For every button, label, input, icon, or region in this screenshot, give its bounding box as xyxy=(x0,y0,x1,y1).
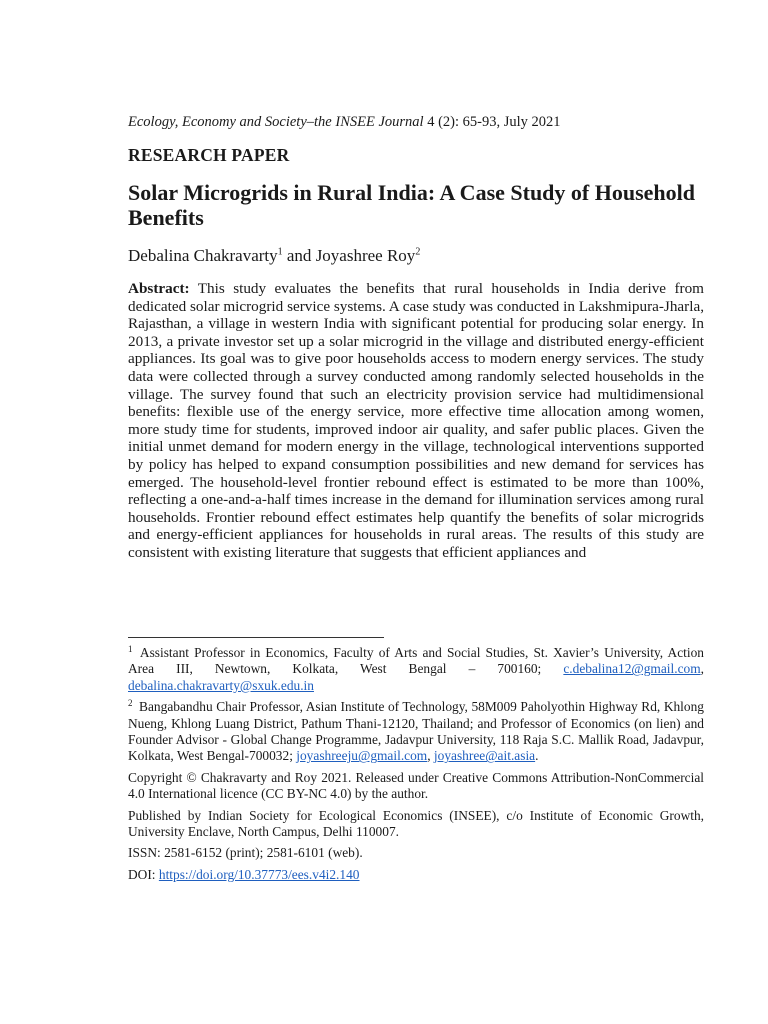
doi-label: DOI: xyxy=(128,866,159,882)
author-2-name: Joyashree Roy xyxy=(315,246,416,265)
publisher-notice: Published by Indian Society for Ecological Economics (INSEE), c/o Institute of Economic Growth, University Enclave, North Campus, Delhi 110007. xyxy=(128,807,704,840)
paper-title: Solar Microgrids in Rural India: A Case Study of Household Benefits xyxy=(128,180,696,230)
footnote-2-mark: 2 xyxy=(128,697,133,708)
footnote-divider xyxy=(128,637,384,638)
footnote-2-separator: , xyxy=(427,748,434,764)
footnote-1-separator: , xyxy=(700,661,704,677)
journal-volume-issue: 4 (2): 65-93, July 2021 xyxy=(423,114,561,130)
footnote-2-end: . xyxy=(535,748,539,764)
journal-name: Ecology, Economy and Society–the INSEE Journal xyxy=(128,114,424,130)
author-connector: and xyxy=(282,246,316,265)
footnote-1-mark: 1 xyxy=(128,643,133,654)
footnote-1-text: Assistant Professor in Economics, Faculty of Arts and Social Studies, St. Xavier’s University, Action Area III, Newtown, Kolkata, West Bengal – 700160; xyxy=(128,645,704,677)
footnote-2 xyxy=(128,699,704,765)
author-2-email-link-2[interactable]: joyashree@ait.asia xyxy=(433,748,536,764)
journal-citation xyxy=(128,113,708,131)
doi-line xyxy=(128,867,704,883)
author-1-email-link-1[interactable]: c.debalina12@gmail.com xyxy=(563,661,701,677)
paper-type-label: RESEARCH PAPER xyxy=(128,145,290,165)
abstract-label: Abstract: xyxy=(128,280,190,297)
author-line xyxy=(128,245,420,267)
author-2-email-link-1[interactable]: joyashreeju@gmail.com xyxy=(296,748,428,764)
author-2-footnote-mark[interactable]: 2 xyxy=(415,246,421,258)
author-1-footnote-mark[interactable]: 1 xyxy=(277,246,283,258)
doi-link[interactable]: https://doi.org/10.37773/ees.v4i2.140 xyxy=(158,866,360,882)
author-1-email-link-2[interactable]: debalina.chakravarty@sxuk.edu.in xyxy=(128,677,314,693)
copyright-notice: Copyright © Chakravarty and Roy 2021. Released under Creative Commons Attribution-NonCommercial 4.0 International licence (CC BY-NC 4.0) by the author. xyxy=(128,769,704,802)
issn-line: ISSN: 2581-6152 (print); 2581-6101 (web). xyxy=(128,845,363,861)
abstract xyxy=(128,280,704,562)
author-1-name: Debalina Chakravarty xyxy=(128,246,278,265)
footnote-1 xyxy=(128,645,704,694)
abstract-text: This study evaluates the benefits that rural households in India derive from dedicated solar microgrid service systems. A case study was conducted in Lakshmipura-Jharla, Rajasthan, a village in western India with significant potential for producing solar energy. In 2013, a private investor set up a solar microgrid in the village and distributed energy-efficient appliances. Its goal was to give poor households access to modern energy services. The study data were collected through a survey conducted among randomly selected households in the village. The survey found that such an electricity provision service had multidimensional benefits: flexible use of the energy service, more effective time allocation among women, more study time for students, improved indoor air quality, and safer public places. Given the initial unmet demand for modern energy in the village, technological interventions supported by policy has helped to expand consumption possibilities and new demand for services has emerged. The household-level frontier rebound effect is estimated to be more than 100%, reflecting a one-and-a-half times increase in the demand for illumination services among rural households. Frontier rebound effect estimates help quantify the benefits of solar microgrids and energy-efficient appliances for households in rural areas. The results of this study are consistent with existing literature that suggests that efficient appliances and xyxy=(128,280,704,561)
footnotes xyxy=(128,645,704,888)
footnote-2-text: Bangabandhu Chair Professor, Asian Institute of Technology, 58M009 Paholyothin Highway Rd, Khlong Nueng, Khlong Luang District, Pathum Thani-12120, Thailand; and Professor of Economics (on lien) and Founder Advisor - Global Change Programme, Jadavpur University, 118 Raja S.C. Mallik Road, Jadavpur, Kolkata, West Bengal-700032; xyxy=(128,699,704,764)
